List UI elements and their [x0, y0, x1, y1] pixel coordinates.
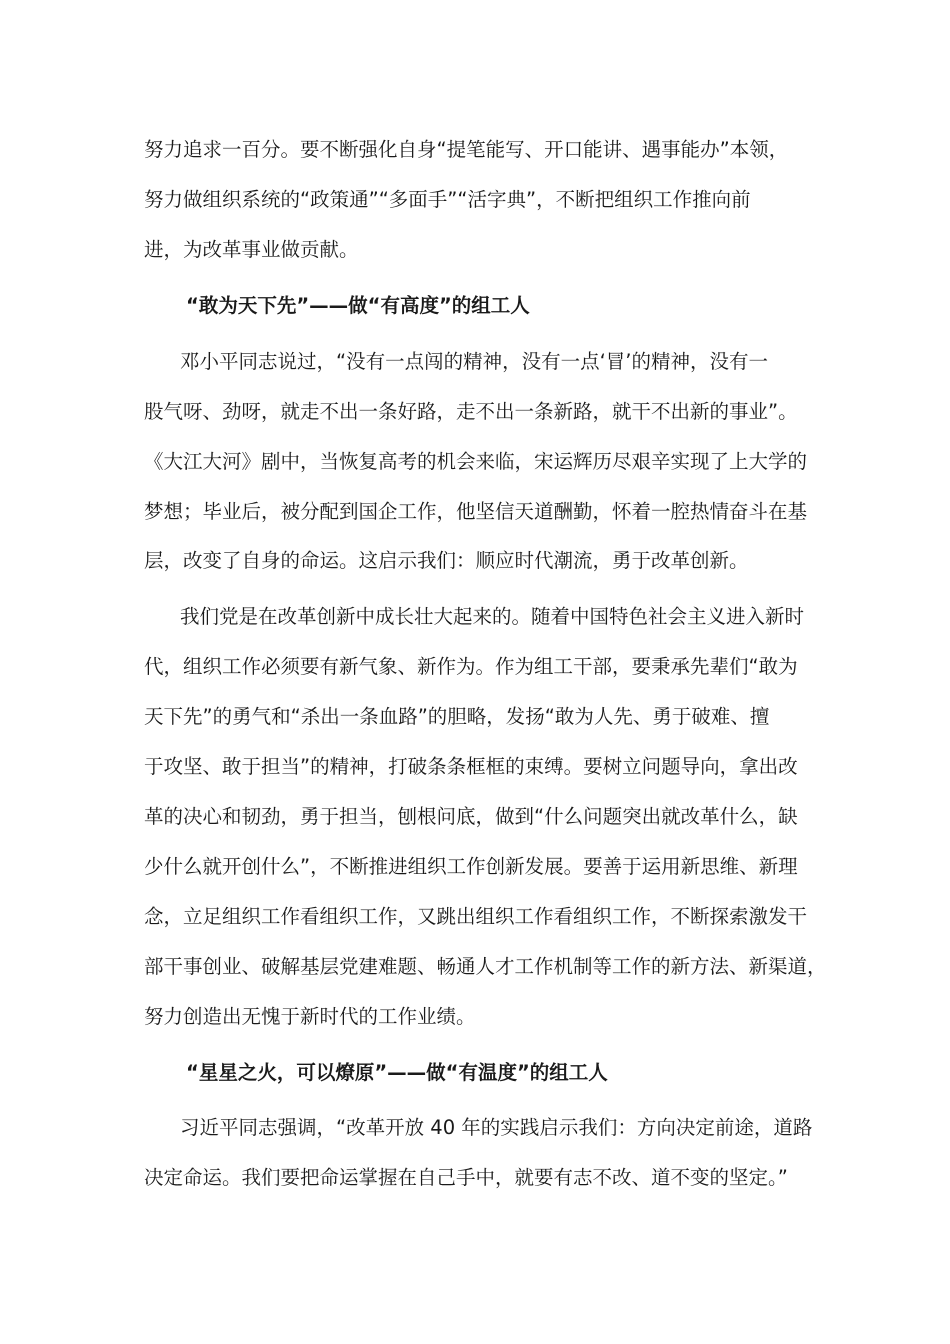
- paragraph-line: 《大江大河》剧中，当恢复高考的机会来临，宋运辉历尽艰辛实现了上大学的: [144, 450, 808, 473]
- paragraph-line: 我们党是在改革创新中成长壮大起来的。随着中国特色社会主义进入新时: [180, 605, 805, 628]
- paragraph-line: 梦想；毕业后，被分配到国企工作，他坚信天道酬勤，怀着一腔热情奋斗在基: [144, 500, 808, 523]
- paragraph-line: 天下先”的勇气和“杀出一条血路”的胆略，发扬“敢为人先、勇于破难、擅: [144, 705, 770, 728]
- paragraph-line: 努力追求一百分。要不断强化自身“提笔能写、开口能讲、遇事能办”本领，: [144, 138, 789, 161]
- paragraph-line: 部干事创业、破解基层党建难题、畅通人才工作机制等工作的新方法、新渠道，: [144, 955, 827, 978]
- paragraph-line: 努力创造出无愧于新时代的工作业绩。: [144, 1005, 476, 1028]
- paragraph-line: 进，为改革事业做贡献。: [144, 238, 359, 261]
- paragraph-line: 层，改变了自身的命运。这启示我们：顺应时代潮流，勇于改革创新。: [144, 549, 749, 572]
- paragraph-line: 少什么就开创什么”，不断推进组织工作创新发展。要善于运用新思维、新理: [144, 855, 798, 878]
- paragraph-line: 习近平同志强调，“改革开放 40 年的实践启示我们：方向决定前途，道路: [180, 1116, 813, 1139]
- paragraph-line: 决定命运。我们要把命运掌握在自己手中，就要有志不改、道不变的坚定。”: [144, 1166, 788, 1189]
- paragraph-line: 股气呀、劲呀，就走不出一条好路，走不出一条新路，就干不出新的事业”。: [144, 400, 798, 423]
- paragraph-line: 代，组织工作必须要有新气象、新作为。作为组工干部，要秉承先辈们“敢为: [144, 655, 798, 678]
- section-heading: “星星之火，可以燎原”——做“有温度”的组工人: [186, 1061, 608, 1084]
- paragraph-line: 努力做组织系统的“政策通”“多面手”“活字典”，不断把组织工作推向前: [144, 188, 751, 211]
- section-heading: “敢为天下先”——做“有高度”的组工人: [186, 294, 530, 317]
- paragraph-line: 革的决心和韧劲，勇于担当，刨根问底，做到“什么问题突出就改革什么，缺: [144, 805, 798, 828]
- paragraph-line: 邓小平同志说过，“没有一点闯的精神，没有一点‘冒’的精神，没有一: [180, 350, 768, 373]
- paragraph-line: 念，立足组织工作看组织工作，又跳出组织工作看组织工作，不断探索激发干: [144, 905, 808, 928]
- paragraph-line: 于攻坚、敢于担当”的精神，打破条条框框的束缚。要树立问题导向，拿出改: [144, 755, 798, 778]
